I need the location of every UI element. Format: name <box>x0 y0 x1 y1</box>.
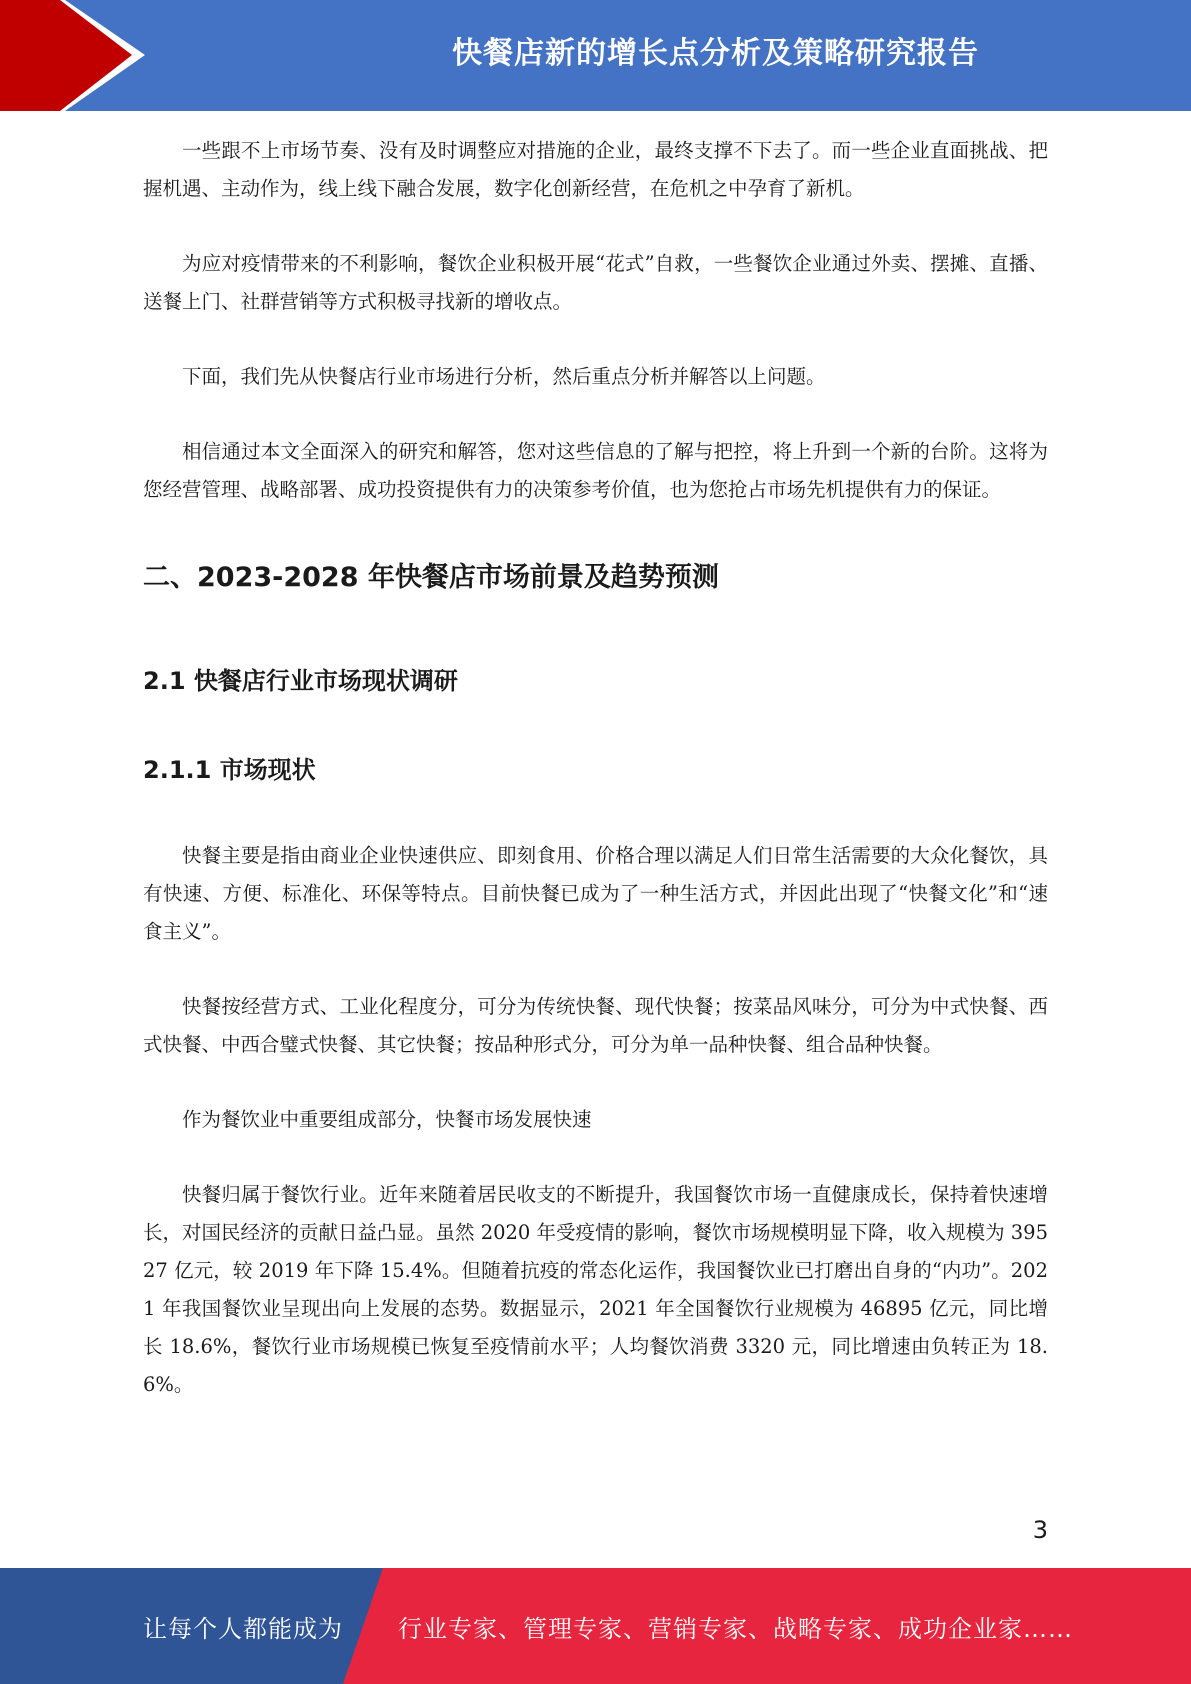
subsection-heading: 2.1 快餐店行业市场现状调研 <box>143 667 458 695</box>
body-paragraph-3: 作为餐饮业中重要组成部分，快餐市场发展快速 <box>182 1108 592 1131</box>
red-chevron-shape <box>0 0 132 111</box>
body-paragraph-1: 快餐主要是指由商业企业快速供应、即刻食用、价格合理以满足人们日常生活需要的大众化餐饮，具有快速、方便、标准化、环保等特点。目前快餐已成为了一种生活方式，并因此出现了“快餐文化”和“速食主义”。 <box>143 844 1048 943</box>
intro-paragraph-4: 相信通过本文全面深入的研究和解答，您对这些信息的了解与把控，将上升到一个新的台阶。这将为您经营管理、战略部署、成功投资提供有力的决策参考价值，也为您抢占市场先机提供有力的保证。 <box>143 440 1048 501</box>
report-title: 快餐店新的增长点分析及策略研究报告 <box>452 36 979 71</box>
intro-paragraph-3: 下面，我们先从快餐店行业市场进行分析，然后重点分析并解答以上问题。 <box>182 365 826 388</box>
body-paragraph-2: 快餐按经营方式、工业化程度分，可分为传统快餐、现代快餐；按菜品风味分，可分为中式快餐、西式快餐、中西合璧式快餐、其它快餐；按品种形式分，可分为单一品种快餐、组合品种快餐。 <box>143 995 1048 1056</box>
page-content <box>143 132 1048 1441</box>
footer-slogan-left: 让每个人都能成为 <box>143 1614 343 1643</box>
intro-paragraph-1: 一些跟不上市场节奏、没有及时调整应对措施的企业，最终支撑不下去了。而一些企业直面挑战、把握机遇、主动作为，线上线下融合发展，数字化创新经营，在危机之中孕育了新机。 <box>143 139 1048 200</box>
intro-paragraph-2: 为应对疫情带来的不利影响，餐饮企业积极开展“花式”自救，一些餐饮企业通过外卖、摆摊、直播、送餐上门、社群营销等方式积极寻找新的增收点。 <box>143 252 1048 313</box>
subsubsection-heading: 2.1.1 市场现状 <box>143 756 316 784</box>
section-heading: 二、2023-2028 年快餐店市场前景及趋势预测 <box>143 562 719 593</box>
page-footer <box>0 1568 1191 1684</box>
body-paragraph-4: 快餐归属于餐饮行业。近年来随着居民收支的不断提升，我国餐饮市场一直健康成长，保持着快速增长，对国民经济的贡献日益凸显。虽然 2020 年受疫情的影响，餐饮市场规模明显下降，收入规模为 39527 亿元，较 2019 年下降 15.4%。但随着抗疫的常态化运作，我国餐饮业已打磨出自身的“内功”。2021 年我国餐饮业呈现出向上发展的态势。数据显示，2021 年全国餐饮行业规模为 46895 亿元，同比增长 18.6%，餐饮行业市场规模已恢复至疫情前水平；人均餐饮消费 3320 元，同比增速由负转正为 18.6%。 <box>143 1183 1048 1396</box>
footer-slogan-right: 行业专家、管理专家、营销专家、战略专家、成功企业家…… <box>398 1614 1073 1643</box>
header-arrow-decoration <box>0 0 160 111</box>
page-number: 3 <box>1032 1516 1048 1544</box>
page-header <box>0 0 1191 111</box>
